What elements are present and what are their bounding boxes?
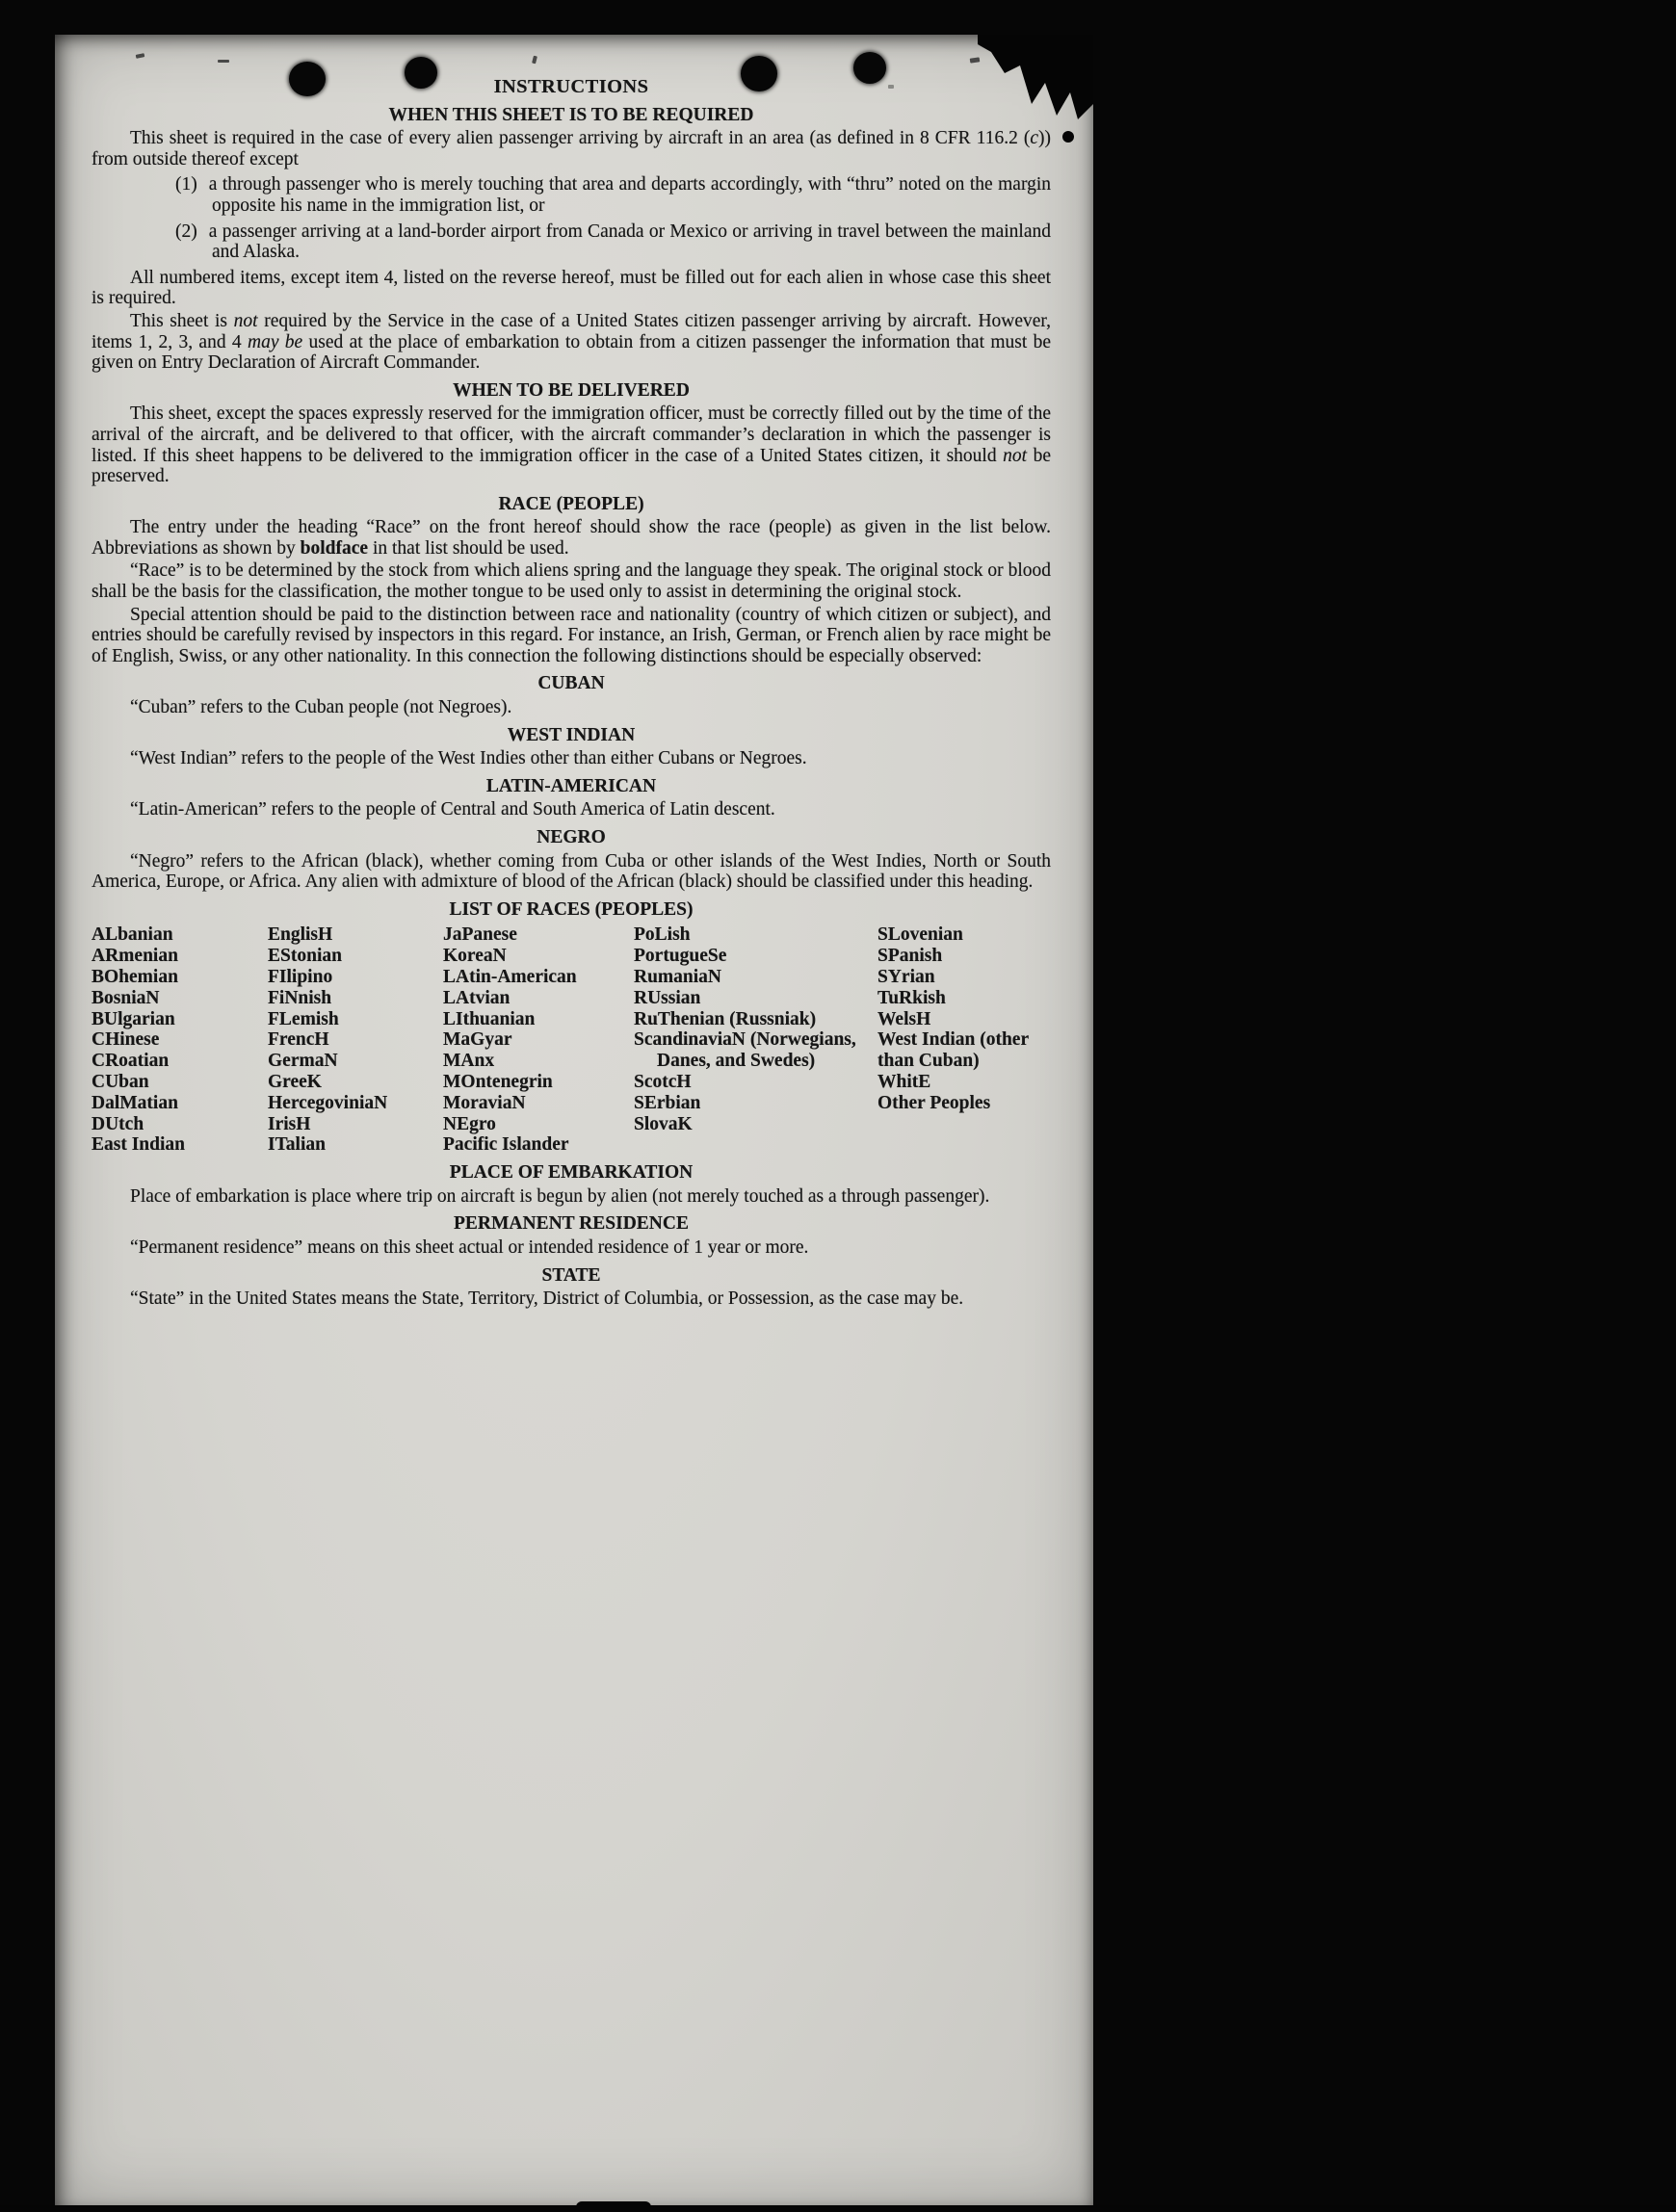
- race-entry: PortugueSe: [634, 946, 727, 967]
- paragraph-text: be preserved.: [92, 445, 1051, 487]
- paragraph-text: )) from outside thereof except: [92, 128, 1051, 169]
- race-entry: SPanish: [877, 946, 943, 967]
- paragraph-text: The entry under the heading “Race” on the front hereof should show the race (people) as given in the list below. Abbreviations as shown by: [92, 517, 1051, 559]
- race-entry: EnglisH: [268, 924, 333, 946]
- race-entry: DUtch: [92, 1113, 144, 1134]
- races-column: [268, 924, 443, 1156]
- paragraph-text: not: [233, 310, 258, 331]
- races-column: [443, 924, 634, 1156]
- paragraph-text: “Race” is to be determined by the stock from which aliens spring and the language they speak. The original stock or blood shall be the basis for the classification, the mother tongue to be used only to assist in determining the original stock.: [92, 560, 1051, 603]
- numbered-item: [92, 174, 1051, 216]
- scan-bottom-edge: [0, 2205, 1676, 2212]
- race-entry: RUssian: [634, 987, 701, 1008]
- section-heading: RACE (PEOPLE): [498, 493, 644, 514]
- race-entry: MAnx: [443, 1051, 495, 1072]
- paragraph-text: Place of embarkation is place where trip on aircraft is begun by alien (not merely touched as a through passenger).: [130, 1185, 990, 1207]
- paragraph: [92, 748, 1051, 769]
- section-heading: STATE: [541, 1264, 601, 1286]
- race-entry: LAtvian: [443, 987, 511, 1008]
- paragraph-text: This sheet, except the spaces expressly reserved for the immigration officer, must be correctly filled out by the time of the arrival of the aircraft, and be delivered to that officer, with the aircraft commander’s declaration in which the passenger is listed. If this sheet happens to be delivered to the immigration officer in the case of a United States citizen, it should: [92, 403, 1051, 466]
- race-entry: DalMatian: [92, 1092, 178, 1113]
- paragraph: [92, 851, 1051, 893]
- paragraph: [92, 560, 1051, 602]
- paragraph: [92, 1186, 1051, 1208]
- paragraph-text: boldface: [300, 537, 369, 559]
- paragraph-text: required by the Service in the case of a United States citizen passenger arriving by aircraft. However, items 1, 2, 3, and 4: [92, 310, 1052, 352]
- paragraph-text: “Cuban” refers to the Cuban people (not Negroes).: [130, 697, 512, 718]
- race-entry: BosniaN: [92, 987, 160, 1008]
- paragraph: [92, 697, 1051, 718]
- race-entry: West Indian (other than Cuban): [877, 1029, 1029, 1072]
- paragraph-text: This sheet is: [130, 310, 234, 331]
- race-entry: MOntenegrin: [443, 1071, 553, 1092]
- numbered-item: [92, 221, 1051, 263]
- race-entry: KoreaN: [443, 946, 507, 967]
- race-entry: PoLish: [634, 924, 691, 946]
- race-entry: Pacific Islander: [443, 1134, 569, 1156]
- paragraph-text: “Negro” refers to the African (black), whether coming from Cuba or other islands of the West Indies, North or South America, Europe, or Africa. Any alien with admixture of blood of the African (black) should be classified under this heading.: [92, 850, 1051, 893]
- race-entry: TuRkish: [877, 987, 946, 1008]
- race-entry: ScotcH: [634, 1071, 692, 1092]
- paragraph-text: in that list should be used.: [368, 537, 569, 559]
- paragraph: [92, 517, 1051, 559]
- paragraph: [92, 403, 1051, 486]
- race-entry: Other Peoples: [877, 1092, 991, 1113]
- paragraph-text: This sheet is required in the case of every alien passenger arriving by aircraft in an area (as defined in 8 CFR 116.2 (: [130, 128, 1031, 149]
- race-entry: ARmenian: [92, 946, 178, 967]
- race-entry: BUlgarian: [92, 1008, 175, 1029]
- race-entry: FiNnish: [268, 987, 332, 1008]
- page-title: INSTRUCTIONS: [493, 76, 649, 97]
- paragraph: [92, 128, 1051, 169]
- paragraph-text: used at the place of embarkation to obtain from a citizen passenger the information that must be given on Entry Declaration of Aircraft Commander.: [92, 331, 1051, 374]
- paragraph-text: Special attention should be paid to the distinction between race and nationality (country of which citizen or subject), and entries should be carefully revised by inspectors in this regard. For instance, an Irish, German, or French alien by race might be of English, Swiss, or any other nationality. In this connection the following distinctions should be especially observed:: [92, 604, 1051, 666]
- race-entry: MaGyar: [443, 1029, 512, 1051]
- punch-hole: [853, 52, 886, 84]
- race-entry: SLovenian: [877, 924, 963, 946]
- paragraph-text: not: [1003, 445, 1028, 466]
- paragraph-text: may be: [247, 331, 303, 352]
- punch-hole: [741, 56, 777, 91]
- race-entry: SErbian: [634, 1092, 701, 1113]
- punch-hole: [405, 57, 437, 89]
- race-entry: ScandinaviaN (Norwegians, Danes, and Swedes): [634, 1029, 856, 1072]
- paragraph-text: “State” in the United States means the State, Territory, District of Columbia, or Possession, as the case may be.: [130, 1288, 964, 1310]
- section-heading: CUBAN: [537, 673, 605, 694]
- race-entry: SlovaK: [634, 1113, 693, 1134]
- section-heading: NEGRO: [537, 827, 606, 847]
- paragraph: [92, 1237, 1051, 1259]
- paragraph: [92, 1288, 1051, 1310]
- race-entry: IrisH: [268, 1113, 311, 1134]
- item-text: a through passenger who is merely touching that area and departs accordingly, with “thru” noted on the margin opposite his name in the immigration list, or: [208, 174, 1051, 216]
- paragraph-text: c: [1030, 128, 1038, 149]
- race-entry: East Indian: [92, 1134, 186, 1156]
- race-entry: FIlipino: [268, 966, 333, 987]
- section-heading: WHEN THIS SHEET IS TO BE REQUIRED: [388, 104, 754, 125]
- section-heading: WEST INDIAN: [507, 724, 636, 745]
- paragraph: [92, 311, 1051, 374]
- section-heading: LIST OF RACES (PEOPLES): [449, 898, 694, 920]
- paragraph-text: All numbered items, except item 4, listed on the reverse hereof, must be filled out for each alien in whose case this sheet is required.: [92, 267, 1051, 309]
- item-number: (2): [175, 221, 197, 242]
- races-column: [634, 924, 877, 1156]
- section-heading: PLACE OF EMBARKATION: [449, 1162, 694, 1184]
- item-number: (1): [175, 174, 197, 195]
- paragraph: [92, 268, 1051, 309]
- race-entry: HercegoviniaN: [268, 1092, 388, 1113]
- paragraph-text: “West Indian” refers to the people of the West Indies other than either Cubans or Negroes.: [130, 748, 807, 769]
- section-heading: LATIN-AMERICAN: [485, 775, 657, 796]
- race-entry: LAtin-American: [443, 966, 577, 987]
- race-entry: NEgro: [443, 1113, 496, 1134]
- race-entry: ITalian: [268, 1134, 326, 1156]
- race-entry: CRoatian: [92, 1051, 170, 1072]
- document-page: [55, 35, 1093, 2206]
- race-entry: WhitE: [877, 1071, 931, 1092]
- race-entry: FrencH: [268, 1029, 329, 1051]
- item-text: a passenger arriving at a land-border airport from Canada or Mexico or arriving in travel between the mainland and Alaska.: [208, 221, 1051, 263]
- section-heading: WHEN TO BE DELIVERED: [453, 379, 690, 401]
- scan-speck: [888, 85, 894, 89]
- race-entry: WelsH: [877, 1008, 931, 1029]
- race-entry: BOhemian: [92, 966, 178, 987]
- race-entry: EStonian: [268, 946, 342, 967]
- section-heading: PERMANENT RESIDENCE: [454, 1213, 689, 1235]
- document-content: [55, 35, 1093, 1310]
- race-entry: RuThenian (Russniak): [634, 1008, 817, 1029]
- paragraph-text: “Latin-American” refers to the people of Central and South America of Latin descent.: [130, 799, 775, 820]
- race-entry: ALbanian: [92, 924, 173, 946]
- race-entry: GermaN: [268, 1051, 338, 1072]
- race-entry: FLemish: [268, 1008, 339, 1029]
- race-entry: CHinese: [92, 1029, 160, 1051]
- scan-bottom-mark: [576, 2201, 651, 2212]
- punch-hole: [289, 62, 326, 96]
- paragraph: [92, 799, 1051, 820]
- paragraph-text: “Permanent residence” means on this sheet actual or intended residence of 1 year or more.: [130, 1236, 809, 1258]
- race-entry: JaPanese: [443, 924, 517, 946]
- race-entry: RumaniaN: [634, 966, 722, 987]
- paragraph: [92, 605, 1051, 667]
- races-column: [92, 924, 268, 1156]
- races-list: [92, 924, 1051, 1156]
- scan-speck: [218, 60, 229, 63]
- race-entry: CUban: [92, 1071, 149, 1092]
- race-entry: MoraviaN: [443, 1092, 526, 1113]
- race-entry: SYrian: [877, 966, 935, 987]
- race-entry: LIthuanian: [443, 1008, 536, 1029]
- races-column: [877, 924, 1051, 1156]
- race-entry: GreeK: [268, 1071, 322, 1092]
